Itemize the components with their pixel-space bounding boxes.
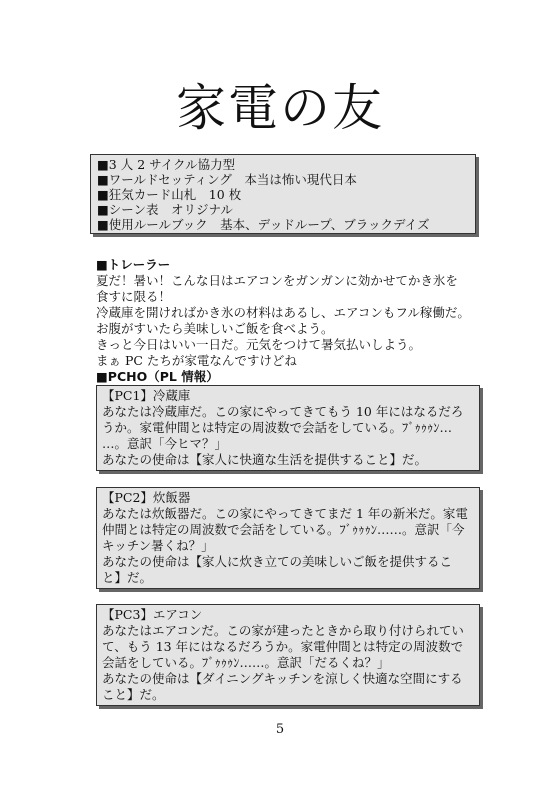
trailer-line: 食すに限る！ [96, 289, 172, 304]
pc1-mission: あなたの使命は【家人に快適な生活を提供すること】だ。 [102, 452, 428, 467]
pc3-mission: こと】だ。 [102, 687, 165, 702]
pc1-text-line: うか。家電仲間とは特定の周波数で会話をしている。ﾌﾞｩｩｩﾝ… [102, 420, 453, 435]
pc2-title: 【PC2】炊飯器 [102, 490, 191, 505]
page-title: 家電の友 [176, 79, 384, 137]
pc1-handout [96, 385, 480, 471]
pc3-handout [96, 604, 480, 706]
trailer-text [96, 273, 488, 369]
trailer-line: 夏だ！暑い！こんな日はエアコンをガンガンに効かせてかき氷を [96, 273, 458, 288]
trailer-line: 冷蔵庫を開ければかき氷の材料はあるし、エアコンもフル稼働だ。 [96, 305, 470, 320]
pc2-mission: あなたの使命は【家人に炊き立ての美味しいご飯を提供するこ [102, 554, 453, 569]
pcho-heading: ■PCHO（PL 情報） [96, 369, 219, 384]
info-line-world-setting: ■ワールドセッティング 本当は怖い現代日本 [97, 172, 357, 187]
pc3-text-line: て、もう 13 年にはなるだろうか。家電仲間とは特定の周波数で [102, 639, 464, 654]
pc2-mission: と】だ。 [102, 570, 153, 585]
pc3-mission: あなたの使命は【ダイニングキッチンを涼しく快適な空間にする [102, 671, 463, 686]
pc2-handout [96, 487, 480, 589]
trailer-heading: ■トレーラー [96, 257, 171, 272]
pc1-text-line: …。意訳「今ヒマ？」 [102, 436, 228, 451]
scenario-info-box [90, 154, 476, 234]
page-number: 5 [275, 722, 285, 737]
trailer-line: まぁ PC たちが家電なんですけどね [96, 353, 297, 368]
pc3-text-line: 会話をしている。ﾌﾞｩｩｩﾝ……。意訳「だるくね？」 [102, 655, 390, 670]
info-line-scene-table: ■シーン表 オリジナル [97, 202, 233, 217]
pc3-title: 【PC3】エアコン [102, 607, 203, 622]
pc2-text-line: キッチン暑くね？」 [102, 538, 214, 553]
info-line-madness-deck: ■狂気カード山札 10 枚 [97, 187, 242, 202]
pc2-text-line: あなたは炊飯器だ。この家にやってきてまだ 1 年の新米だ。家電 [102, 506, 468, 521]
trailer-line: きっと今日はいい一日だ。元気をつけて暑気払いしよう。 [96, 337, 422, 352]
pc1-text-line: あなたは冷蔵庫だ。この家にやってきてもう 10 年にはなるだろ [102, 404, 464, 419]
pc3-text-line: あなたはエアコンだ。この家が建ったときから取り付けられてい [102, 623, 464, 638]
trailer-line: お腹がすいたら美味しいご飯を食べよう。 [96, 321, 334, 336]
pc1-title: 【PC1】冷蔵庫 [102, 388, 191, 403]
info-line-players: ■3 人 2 サイクル協力型 [97, 157, 236, 172]
info-line-rulebooks: ■使用ルールブック 基本、デッドループ、ブラックデイズ [97, 217, 430, 232]
pc2-text-line: 仲間とは特定の周波数で会話をしている。ﾌﾞｩｩｩﾝ……。意訳「今 [102, 522, 465, 537]
